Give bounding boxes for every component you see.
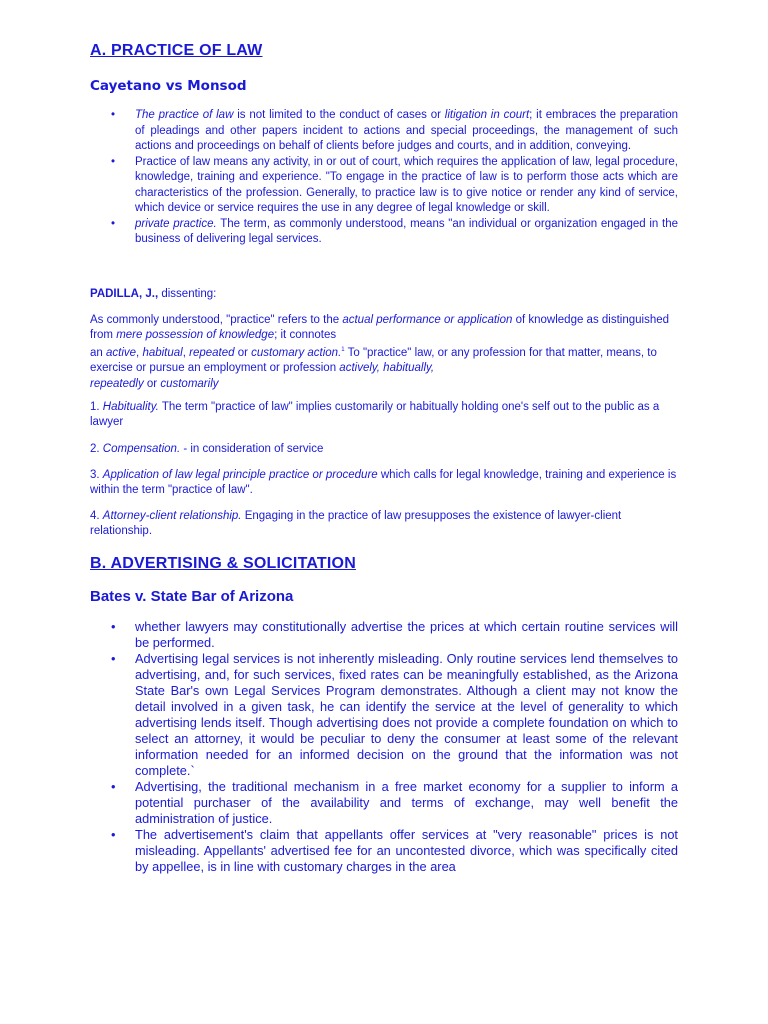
padilla-heading: PADILLA, J., dissenting: [90,288,217,300]
section-a-bullet-list [90,108,678,248]
section-a-title: A. PRACTICE OF LAW [90,42,263,59]
section-b-bullet-list [90,619,678,875]
bullet-item: • private practice. The term, as commonly understood, means "an individual or organization engaged in the business of delivering legal services. [135,217,678,248]
bullet-item: • The practice of law is not limited to the conduct of cases or litigation in court; it embraces the preparation of pleadings and other papers incident to actions and special proceedings, the management of such actions and proceedings on behalf of clients before judges and courts, and in addition, conveying. [135,108,678,155]
numbered-item-attorney-client: 4. Attorney-client relationship. Engaging in the practice of law presupposes the existence of lawyer-client relationship. [90,510,622,538]
numbered-item-habituality: 1. Habituality. The term "practice of law" implies customarily or habitually holding one's self out to the public as a lawyer [90,401,660,429]
bullet-item: • Practice of law means any activity, in or out of court, which requires the application of law, legal procedure, knowledge, training and experience. "To engage in the practice of law is to perform those acts which are characteristics of the profession. Generally, to practice law is to give notice or render any kind of service, which device or service requires the use in any degree of legal knowledge or skill. [135,155,678,217]
numbered-item-application: 3. Application of law legal principle practice or procedure which calls for legal knowledge, training and experience is within the term "practice of law". [90,469,677,497]
common-understanding-paragraph: As commonly understood, "practice" refers to the actual performance or application of knowledge as distinguished from mere possession of knowledge; it connotes an active, habitual, repeated or customary action.$^1$ To "practice" law, or any profession for that matter, means, to exercise or pursue an employment or profession actively, habitually, repeatedly or customarily [90,314,670,390]
numbered-item-compensation: 2. Compensation. - in consideration of service [90,443,324,455]
case-title-cayetano: Cayetano vs Monsod [90,78,247,94]
bullet-item: • The advertisement's claim that appellants offer services at "very reasonable" prices is not misleading. Appellants' advertised fee for an uncontested divorce, which was specifically cited by appellee, is in line with customary charges in the area [135,827,678,875]
bullet-item: • Advertising legal services is not inherently misleading. Only routine services lend themselves to advertising, and, for such services, fixed rates can be meaningfully established, as the Arizona State Bar's own Legal Services Program demonstrates. Although a client may not know the detail involved in a given task, he can identify the service at the level of generality to which advertising lends itself. Though advertising does not provide a complete foundation on which to select an attorney, it would be peculiar to deny the consumer at least some of the relevant information needed for an informed decision on the ground that the information was not complete.` [135,651,678,779]
case-title-bates: Bates v. State Bar of Arizona [90,588,294,605]
bullet-item: • Advertising, the traditional mechanism in a free market economy for a supplier to inform a potential purchaser of the availability and terms of exchange, may well benefit the administration of justice. [135,779,678,827]
section-b-title: B. ADVERTISING & SOLICITATION [90,555,356,572]
footnote-marker: 1 [341,347,345,354]
bullet-item: • whether lawyers may constitutionally advertise the prices at which certain routine services will be performed. [135,619,678,651]
